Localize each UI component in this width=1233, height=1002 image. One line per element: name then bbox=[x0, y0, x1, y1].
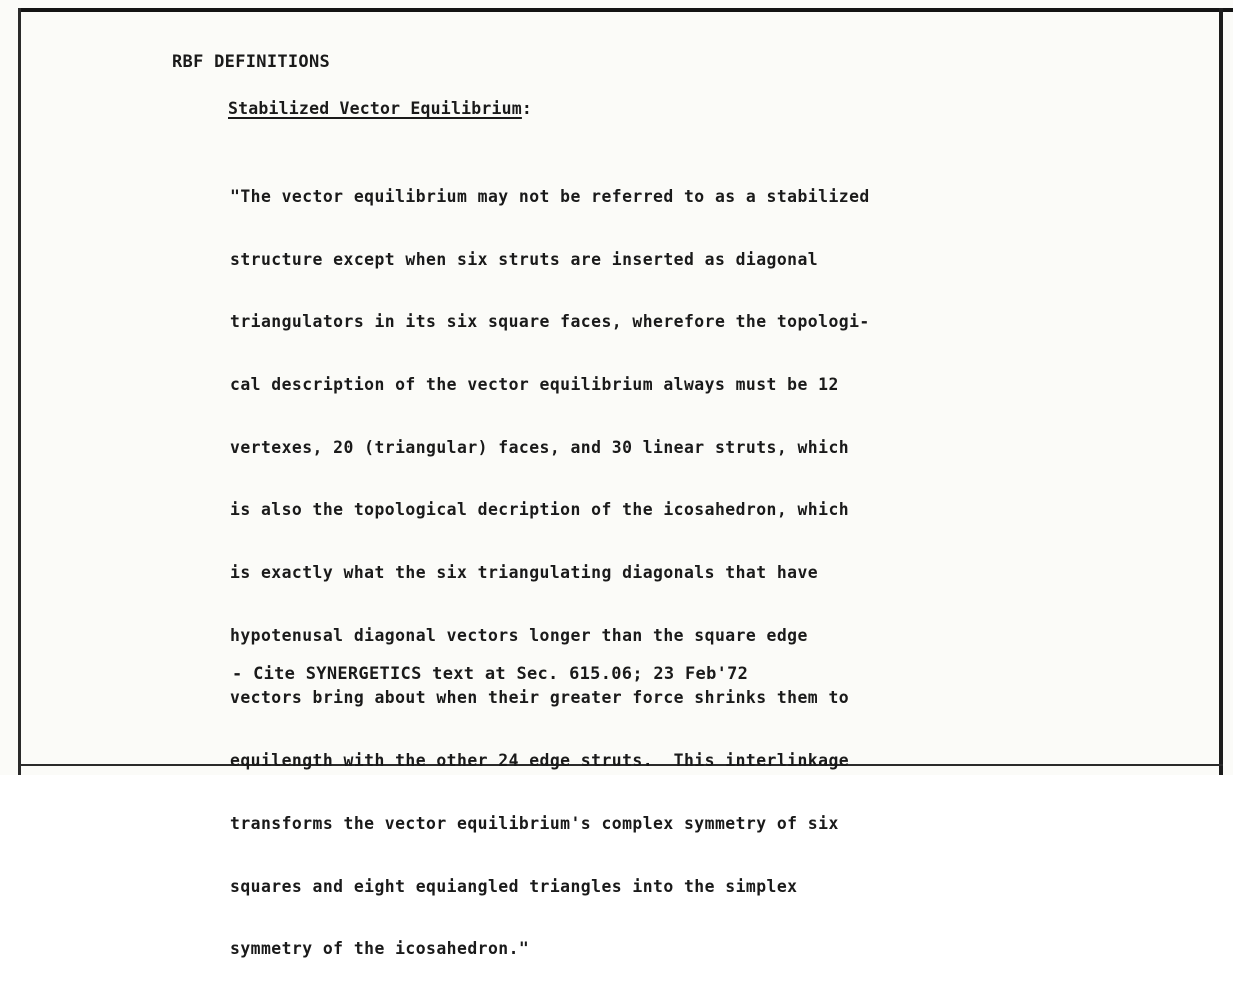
quote-line: structure except when six struts are inserted as diagonal bbox=[230, 249, 819, 269]
quote-line: cal description of the vector equilibrium always must be 12 bbox=[230, 374, 839, 394]
card-heading: RBF DEFINITIONS bbox=[172, 52, 331, 72]
card-border-left bbox=[18, 8, 21, 775]
quote-line: triangulators in its six square faces, wherefore the topologi- bbox=[230, 312, 870, 332]
quote-line: vectors bring about when their greater force shrinks them to bbox=[230, 688, 850, 708]
entry-title-line bbox=[228, 99, 532, 118]
quote-line: squares and eight equiangled triangles into the simplex bbox=[230, 876, 798, 896]
citation: - Cite SYNERGETICS text at Sec. 615.06; 23 Feb'72 bbox=[232, 664, 749, 684]
quote-line: transforms the vector equilibrium's complex symmetry of six bbox=[230, 813, 839, 833]
quote-line: equilength with the other 24 edge struts. This interlinkage bbox=[230, 751, 850, 771]
quote-line: symmetry of the icosahedron." bbox=[230, 939, 530, 959]
quote-line: is also the topological decription of the icosahedron, which bbox=[230, 500, 850, 520]
card-border-right bbox=[1219, 8, 1223, 775]
quote-line: hypotenusal diagonal vectors longer than the square edge bbox=[230, 625, 808, 645]
entry-title-suffix: : bbox=[521, 99, 533, 118]
entry-title: Stabilized Vector Equilibrium bbox=[228, 99, 522, 118]
quote-line: "The vector equilibrium may not be referred to as a stabilized bbox=[230, 186, 870, 206]
quote-line: is exactly what the six triangulating diagonals that have bbox=[230, 563, 819, 583]
definition-quote bbox=[230, 145, 1110, 1002]
card-border-top bbox=[18, 8, 1233, 12]
quote-line: vertexes, 20 (triangular) faces, and 30 linear struts, which bbox=[230, 437, 850, 457]
